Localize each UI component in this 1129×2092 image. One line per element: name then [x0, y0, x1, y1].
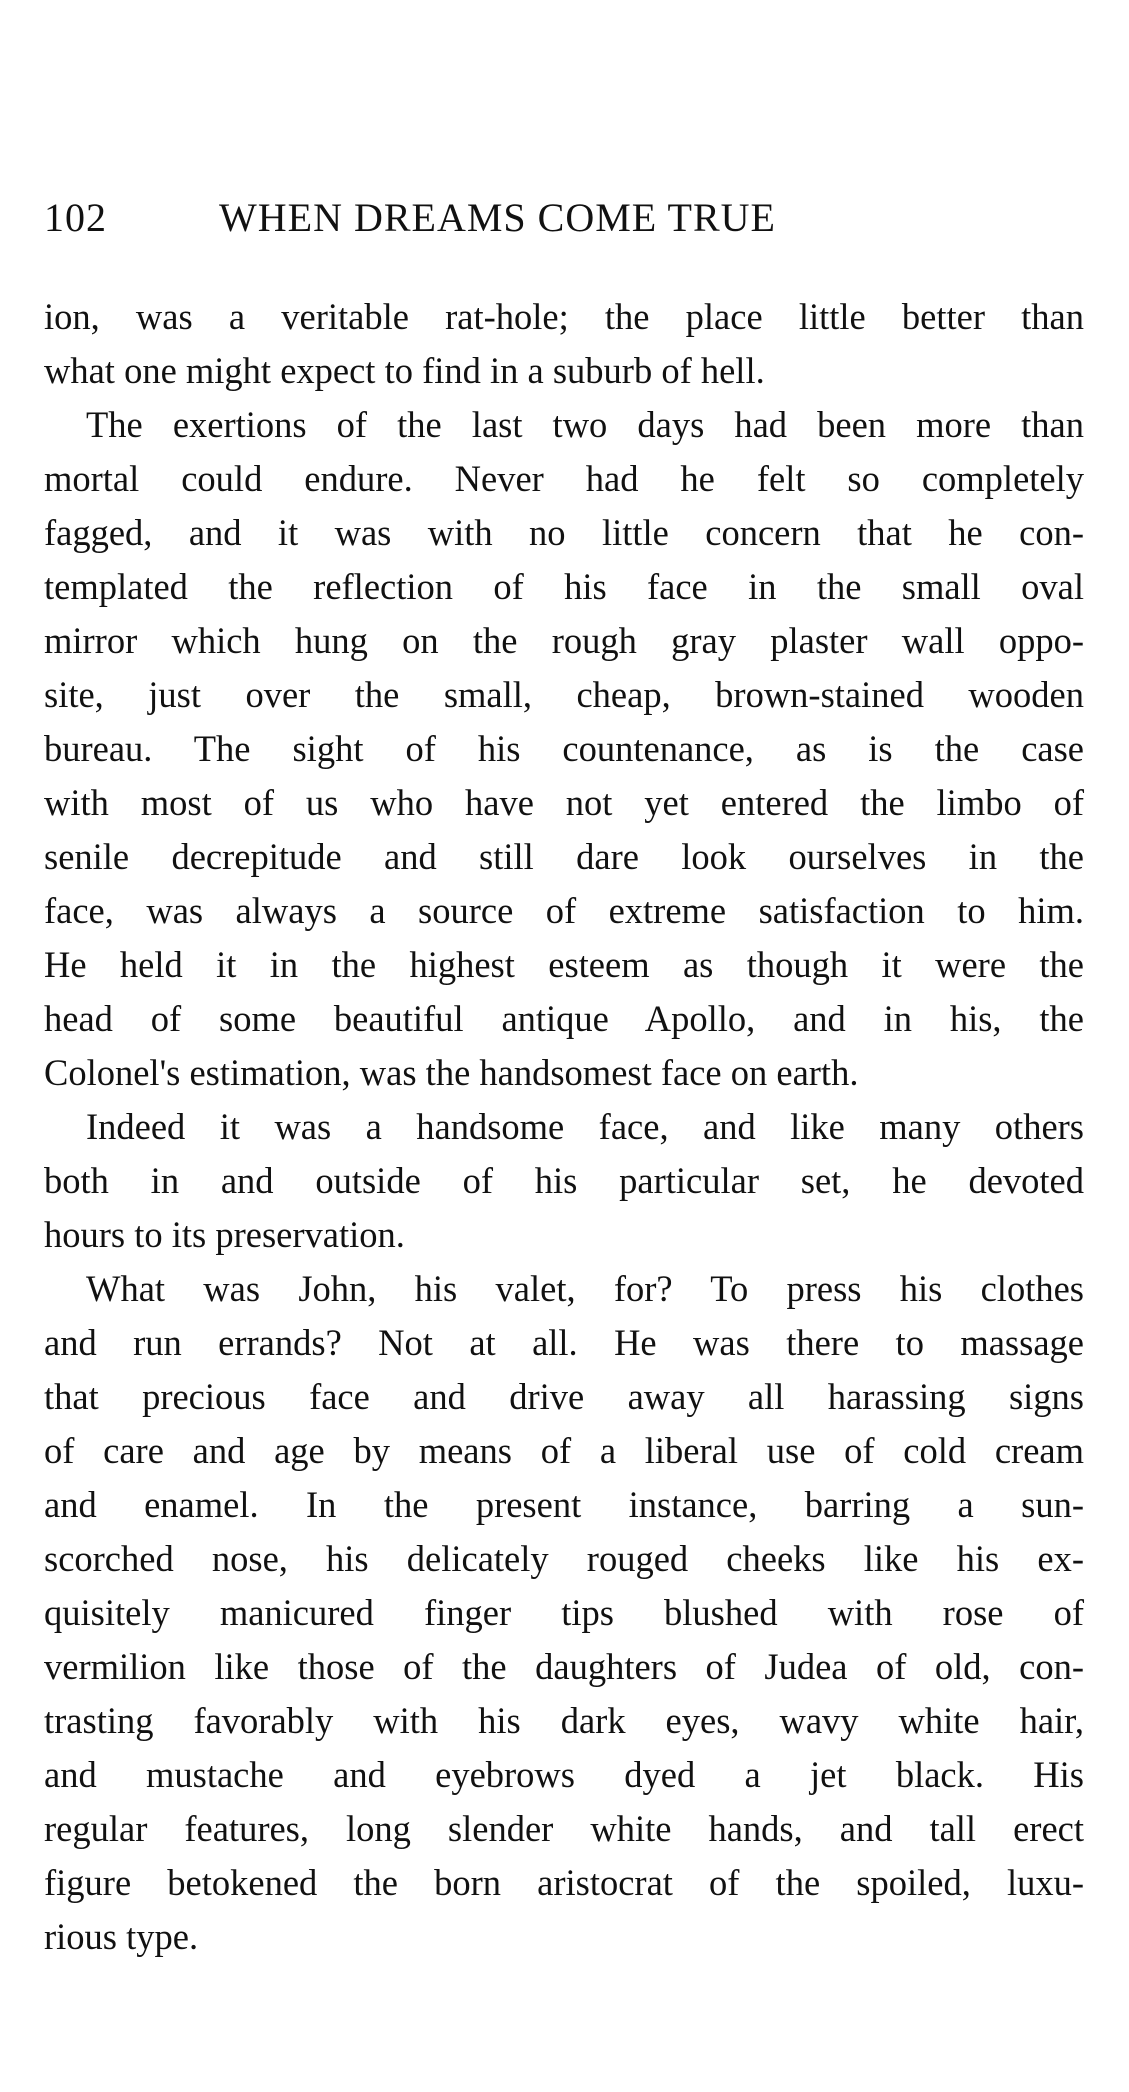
text-line: site, just over the small, cheap, brown-stained wooden [44, 674, 1084, 715]
running-head [44, 194, 1084, 250]
text-line: ion, was a veritable rat-hole; the place little better than [44, 296, 1084, 337]
text-line: and enamel. In the present instance, barring a sun- [44, 1484, 1084, 1525]
text-line: The exertions of the last two days had been more than [86, 404, 1084, 445]
text-line: hours to its preservation. [44, 1214, 405, 1255]
text-line: bureau. The sight of his countenance, as is the case [44, 728, 1084, 769]
text-line: fagged, and it was with no little concern that he con- [44, 512, 1084, 553]
text-line: senile decrepitude and still dare look ourselves in the [44, 836, 1084, 877]
text-line: figure betokened the born aristocrat of the spoiled, luxu- [44, 1862, 1084, 1903]
text-line: what one might expect to find in a suburb of hell. [44, 350, 765, 391]
text-line: with most of us who have not yet entered the limbo of [44, 782, 1084, 823]
text-line: What was John, his valet, for? To press his clothes [86, 1268, 1084, 1309]
body-text [44, 290, 1084, 1964]
text-line: head of some beautiful antique Apollo, and in his, the [44, 998, 1084, 1039]
text-line: Indeed it was a handsome face, and like many others [86, 1106, 1084, 1147]
text-line: of care and age by means of a liberal use of cold cream [44, 1430, 1084, 1471]
running-title: WHEN DREAMS COME TRUE [219, 195, 776, 240]
text-line: templated the reflection of his face in the small oval [44, 566, 1084, 607]
text-line: face, was always a source of extreme satisfaction to him. [44, 890, 1084, 931]
text-line: that precious face and drive away all harassing signs [44, 1376, 1084, 1417]
text-line: and run errands? Not at all. He was there to massage [44, 1322, 1084, 1363]
text-line: regular features, long slender white hands, and tall erect [44, 1808, 1084, 1849]
text-line: trasting favorably with his dark eyes, wavy white hair, [44, 1700, 1084, 1741]
text-line: mortal could endure. Never had he felt so completely [44, 458, 1084, 499]
text-line: quisitely manicured finger tips blushed with rose of [44, 1592, 1084, 1633]
text-line: rious type. [44, 1916, 199, 1957]
text-line: He held it in the highest esteem as though it were the [44, 944, 1084, 985]
page-number: 102 [44, 195, 107, 240]
text-line: mirror which hung on the rough gray plaster wall oppo- [44, 620, 1084, 661]
text-line: and mustache and eyebrows dyed a jet black. His [44, 1754, 1084, 1795]
text-line: vermilion like those of the daughters of Judea of old, con- [44, 1646, 1084, 1687]
text-line: Colonel's estimation, was the handsomest face on earth. [44, 1052, 859, 1093]
text-line: both in and outside of his particular set, he devoted [44, 1160, 1084, 1201]
text-line: scorched nose, his delicately rouged cheeks like his ex- [44, 1538, 1084, 1579]
